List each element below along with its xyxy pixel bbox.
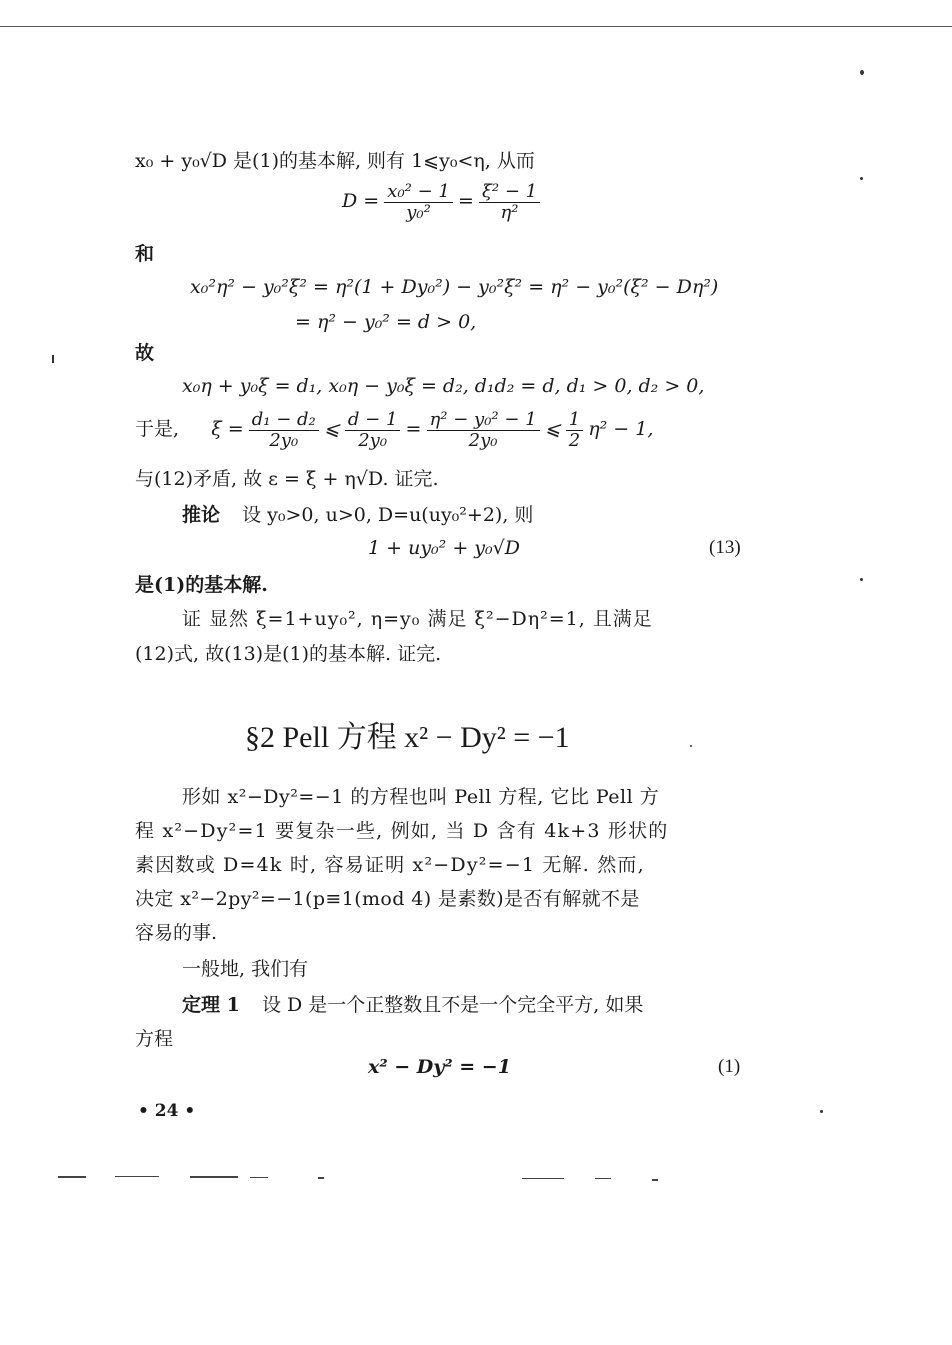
- eq-D-lhs: D =: [342, 190, 380, 212]
- scan-speck: [860, 177, 863, 180]
- word-gu: 故: [135, 342, 155, 364]
- paragraph-line1: 形如 x²−Dy²=−1 的方程也叫 Pell 方程, 它比 Pell 方: [182, 786, 660, 808]
- text-contradiction: 与(12)矛盾, 故 ε = ξ + η√D. 证完.: [135, 468, 439, 490]
- eq-D-equals: =: [457, 190, 474, 212]
- equation-number-1: (1): [718, 1056, 741, 1077]
- equation-big-line1: x₀²η² − y₀²ξ² = η²(1 + Dy₀²) − y₀²ξ² = η² − y₀²(ξ² − Dη²): [190, 276, 719, 298]
- fraction-denominator: 2y₀: [269, 430, 299, 451]
- scan-dash: [595, 1178, 611, 1179]
- scan-dash: [318, 1177, 324, 1179]
- equals-sign: =: [405, 418, 422, 440]
- word-fangcheng: 方程: [135, 1028, 174, 1050]
- fraction-numerator: ξ² − 1: [479, 182, 540, 203]
- word-he: 和: [135, 243, 155, 265]
- fraction-denominator: η²: [500, 202, 519, 223]
- fraction-numerator: d₁ − d₂: [249, 410, 319, 431]
- fraction-d-1: [345, 410, 401, 451]
- scan-dash: [652, 1179, 658, 1181]
- top-rule: [0, 26, 952, 27]
- corollary-label: 推论: [182, 504, 221, 526]
- scan-speck: [690, 745, 692, 747]
- proof-line1: 证 显然 ξ=1+uy₀², η=y₀ 满足 ξ²−Dη²=1, 且满足: [182, 608, 653, 630]
- theorem-label: 定理 1: [182, 994, 240, 1016]
- fraction-denominator: 2y₀: [358, 430, 388, 451]
- fraction-half: [566, 410, 583, 451]
- equation-big-line2: = η² − y₀² = d > 0,: [295, 311, 477, 333]
- scan-dash: [250, 1177, 268, 1178]
- proof-line2: (12)式, 故(13)是(1)的基本解. 证完.: [135, 643, 442, 665]
- paragraph-line4: 决定 x²−2py²=−1(p≡1(mod 4) 是素数)是否有解就不是: [135, 888, 640, 910]
- fraction-numerator: 1: [566, 410, 583, 431]
- text-general: 一般地, 我们有: [182, 958, 309, 980]
- fraction-d1-d2: [249, 410, 319, 451]
- scan-dash: [115, 1176, 159, 1177]
- corollary-text: 设 y₀>0, u>0, D=u(uy₀²+2), 则: [242, 504, 534, 526]
- word-yushi: 于是,: [135, 418, 180, 440]
- corollary-line: [182, 502, 533, 528]
- leq-sign: ⩽: [544, 418, 561, 440]
- fraction-denominator: y₀²: [406, 202, 431, 223]
- equation-number-13: (13): [709, 537, 741, 558]
- scan-speck: [860, 578, 863, 581]
- paragraph-line3: 素因数或 D=4k 时, 容易证明 x²−Dy²=−1 无解. 然而,: [135, 854, 645, 876]
- theorem-text: 设 D 是一个正整数且不是一个完全平方, 如果: [261, 994, 644, 1016]
- fraction-denominator: 2: [568, 430, 581, 451]
- fraction-denominator: 2y₀: [468, 430, 498, 451]
- paragraph-line2: 程 x²−Dy²=1 要复杂一些, 例如, 当 D 含有 4k+3 形状的: [135, 820, 669, 842]
- equation-1: x² − Dy² = −1: [368, 1056, 511, 1078]
- equation-xi-bound: [135, 410, 653, 451]
- fraction-numerator: η² − y₀² − 1: [427, 410, 540, 431]
- theorem-line: [182, 992, 643, 1018]
- leq-sign: ⩽: [323, 418, 340, 440]
- fraction-numerator: x₀² − 1: [384, 182, 453, 203]
- fraction-eta: [427, 410, 540, 451]
- text-fundamental: 是(1)的基本解.: [135, 574, 268, 596]
- scan-speck: [860, 70, 864, 75]
- scan-dash: [58, 1176, 86, 1178]
- eta-tail: η² − 1,: [588, 418, 654, 440]
- page-number: • 24 •: [138, 1101, 196, 1121]
- equation-13: 1 + uy₀² + y₀√D: [368, 537, 520, 559]
- scan-speck: [820, 1110, 823, 1113]
- fraction-x0: [384, 182, 453, 223]
- section-title: §2 Pell 方程 x² − Dy² = −1: [245, 721, 570, 754]
- scan-speck: [52, 355, 54, 363]
- scan-dash: [190, 1176, 238, 1178]
- xi-equals: ξ =: [211, 418, 244, 440]
- fraction-xi: [479, 182, 540, 223]
- text-line-fundamental-solution: x₀ + y₀√D 是(1)的基本解, 则有 1⩽y₀<η, 从而: [135, 150, 535, 172]
- fraction-numerator: d − 1: [345, 410, 401, 431]
- scan-dash: [522, 1178, 564, 1179]
- equation-D-fraction: [342, 182, 540, 223]
- equation-d1-d2: x₀η + y₀ξ = d₁, x₀η − y₀ξ = d₂, d₁d₂ = d, d₁ > 0, d₂ > 0,: [182, 375, 705, 397]
- paragraph-line5: 容易的事.: [135, 922, 218, 944]
